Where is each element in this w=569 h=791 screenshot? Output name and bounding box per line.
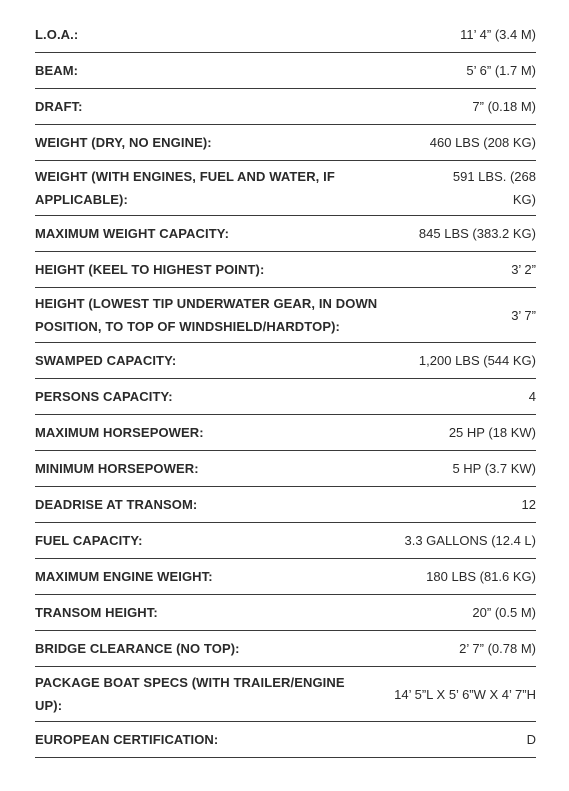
spec-row-height-lowest-tip <box>35 288 536 343</box>
spec-label: BRIDGE CLEARANCE (NO TOP): <box>35 641 240 656</box>
spec-label: L.O.A.: <box>35 27 79 42</box>
spec-label: TRANSOM HEIGHT: <box>35 605 158 620</box>
spec-value: D <box>526 732 536 747</box>
spec-label: MAXIMUM WEIGHT CAPACITY: <box>35 226 230 241</box>
spec-value: 14’ 5”L X 5’ 6”W X 4’ 7”H <box>394 686 536 702</box>
spec-row-loa <box>35 17 536 53</box>
spec-row-max-weight-capacity <box>35 216 536 252</box>
spec-value: 5’ 6” (1.7 M) <box>466 63 536 78</box>
spec-value: 845 LBS (383.2 KG) <box>418 226 536 241</box>
spec-label: DRAFT: <box>35 99 83 114</box>
spec-value: 3’ 2” <box>511 262 536 277</box>
spec-label: EUROPEAN CERTIFICATION: <box>35 732 219 747</box>
spec-row-max-engine-weight <box>35 559 536 595</box>
spec-row-package-boat-specs <box>35 667 536 722</box>
spec-row-transom-height <box>35 595 536 631</box>
spec-row-persons-capacity <box>35 379 536 415</box>
spec-value: 2’ 7” (0.78 M) <box>459 641 536 656</box>
spec-value: 7” (0.18 M) <box>472 99 536 114</box>
spec-row-max-horsepower <box>35 415 536 451</box>
spec-label: MINIMUM HORSEPOWER: <box>35 461 199 476</box>
spec-label: DEADRISE AT TRANSOM: <box>35 497 198 512</box>
spec-value: 3’ 7” <box>511 307 536 323</box>
spec-label: MAXIMUM HORSEPOWER: <box>35 425 204 440</box>
spec-value: 20” (0.5 M) <box>472 605 536 620</box>
spec-value: 11’ 4” (3.4 M) <box>460 27 536 42</box>
spec-row-min-horsepower <box>35 451 536 487</box>
spec-label: WEIGHT (WITH ENGINES, FUEL AND WATER, IF APPLICABLE): <box>35 169 335 207</box>
spec-label: FUEL CAPACITY: <box>35 533 143 548</box>
spec-value: 12 <box>521 497 536 512</box>
spec-row-beam <box>35 53 536 89</box>
spec-value: 5 HP (3.7 KW) <box>452 461 536 476</box>
spec-value: 25 HP (18 KW) <box>448 425 536 440</box>
spec-row-deadrise <box>35 487 536 523</box>
spec-row-bridge-clearance <box>35 631 536 667</box>
spec-value: 1,200 LBS (544 KG) <box>418 353 536 368</box>
spec-label: WEIGHT (DRY, NO ENGINE): <box>35 135 212 150</box>
spec-label: BEAM: <box>35 63 79 78</box>
spec-value: 180 LBS (81.6 KG) <box>426 569 536 584</box>
spec-row-weight-with-engines <box>35 161 536 216</box>
spec-value: 591 LBS. (268 KG) <box>452 169 536 207</box>
spec-row-height-keel <box>35 252 536 288</box>
spec-value: 460 LBS (208 KG) <box>429 135 536 150</box>
spec-value: 3.3 GALLONS (12.4 L) <box>404 533 536 548</box>
spec-label: PACKAGE BOAT SPECS (WITH TRAILER/ENGINE UP): <box>35 675 345 713</box>
specifications-table <box>35 17 536 758</box>
spec-label: PERSONS CAPACITY: <box>35 389 173 404</box>
spec-row-weight-dry <box>35 125 536 161</box>
spec-label: HEIGHT (LOWEST TIP UNDERWATER GEAR, IN DOWN POSITION, TO TOP OF WINDSHIELD/HARDTOP): <box>35 296 378 334</box>
spec-row-draft <box>35 89 536 125</box>
spec-label: HEIGHT (KEEL TO HIGHEST POINT): <box>35 262 265 277</box>
spec-label: SWAMPED CAPACITY: <box>35 353 177 368</box>
spec-label: MAXIMUM ENGINE WEIGHT: <box>35 569 213 584</box>
spec-row-european-certification <box>35 722 536 758</box>
spec-row-fuel-capacity <box>35 523 536 559</box>
spec-row-swamped-capacity <box>35 343 536 379</box>
spec-value: 4 <box>528 389 536 404</box>
